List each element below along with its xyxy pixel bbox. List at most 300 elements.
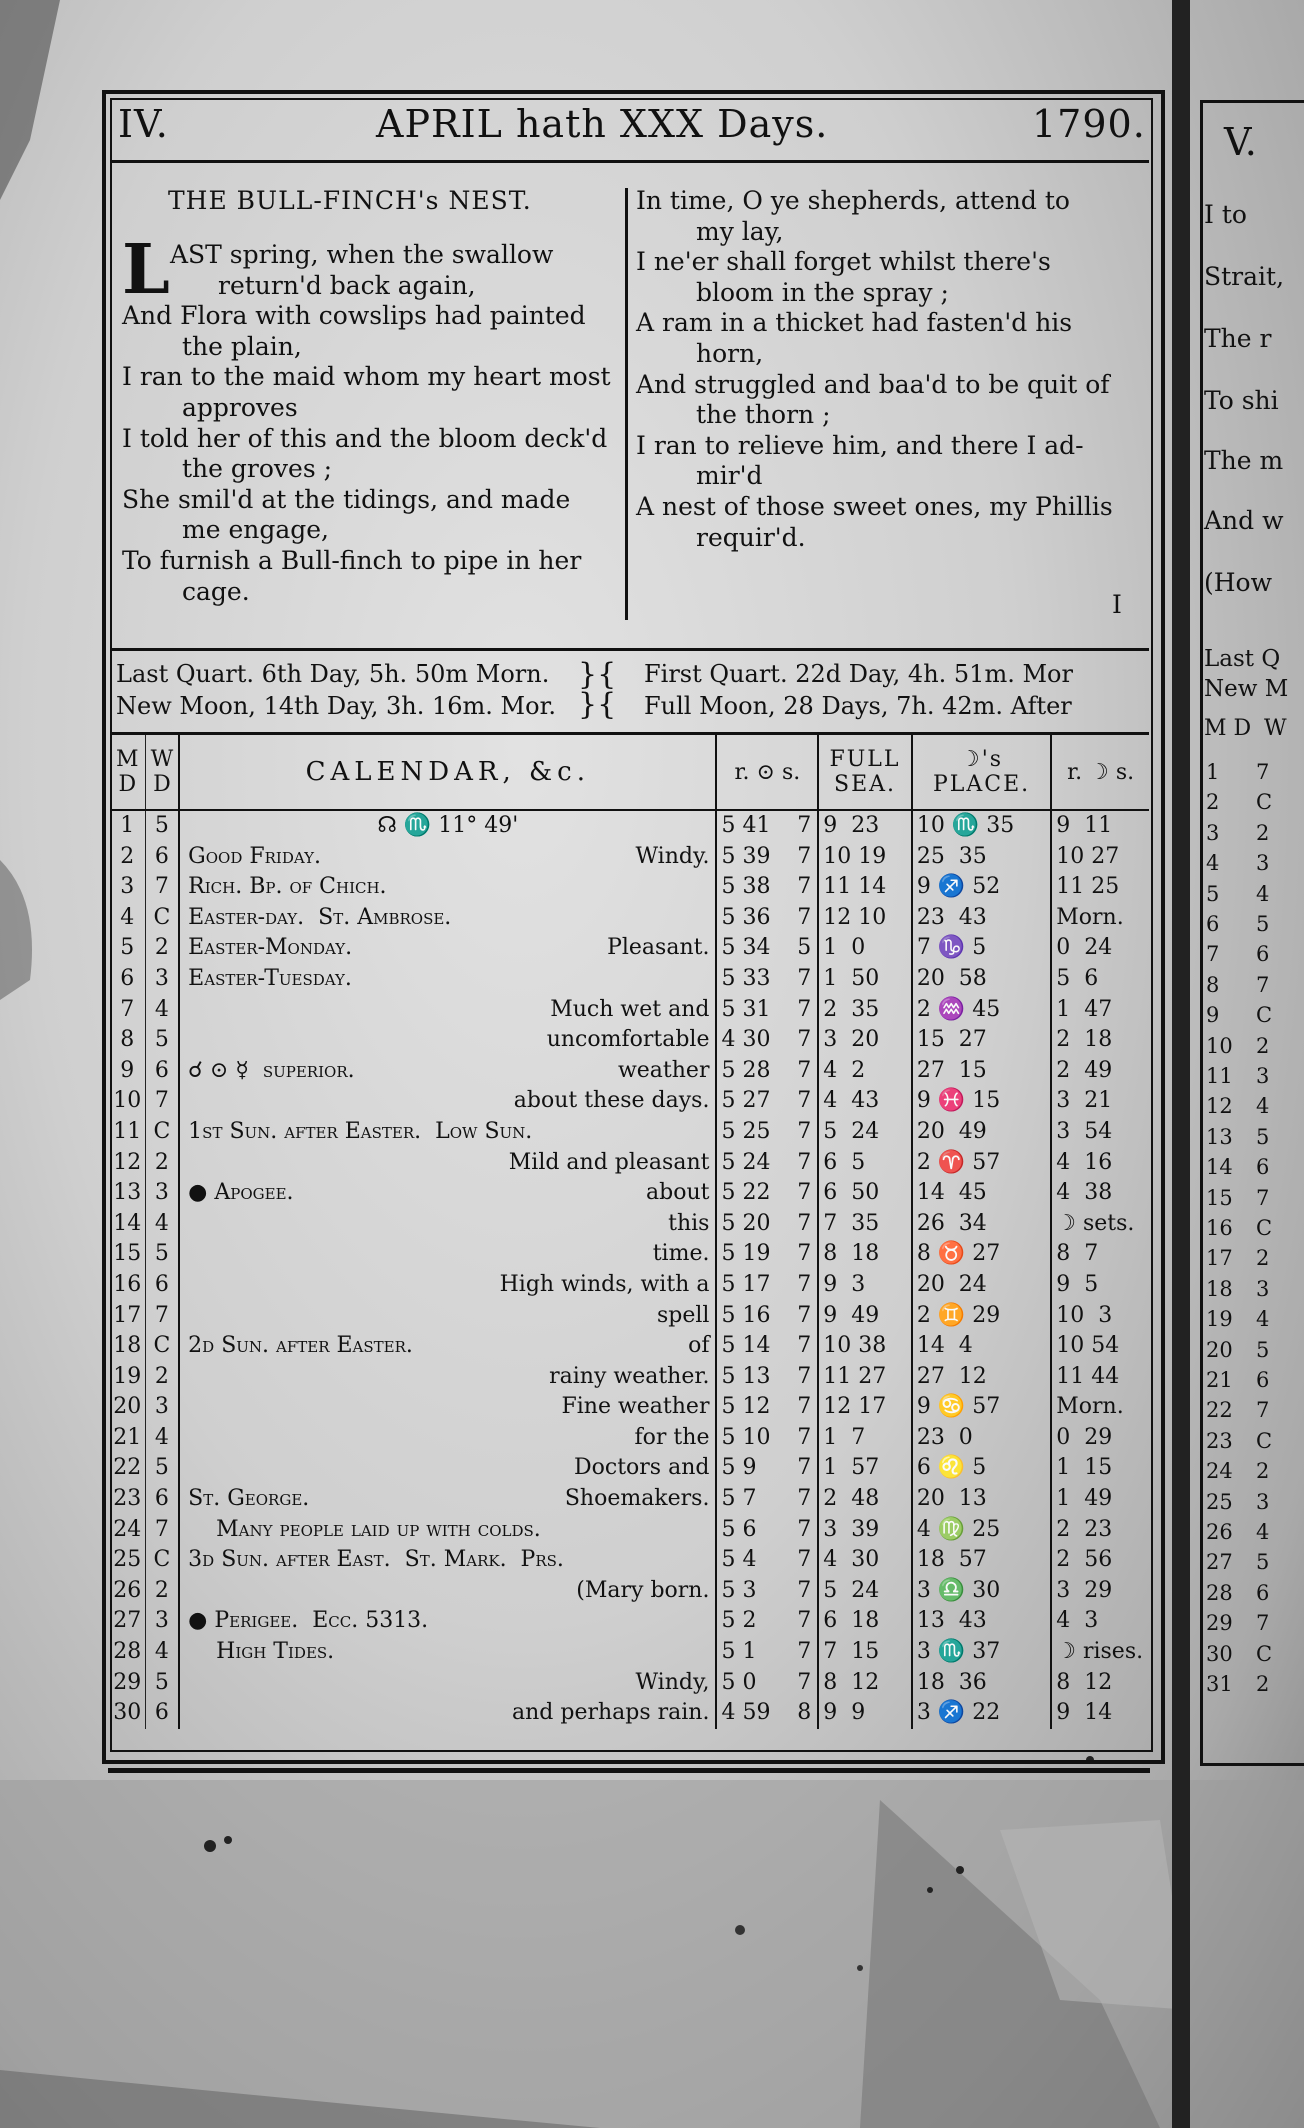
- sun-rise-set: [716, 1545, 818, 1576]
- drop-cap: L: [122, 230, 170, 310]
- calendar-entry: [179, 1484, 716, 1515]
- moon-place: 2 ♊ 29: [912, 1301, 1051, 1332]
- sun-rise-set: [716, 1637, 818, 1668]
- moon-phase-first-quarter: First Quart. 22d Day, 4h. 51m. Mor: [644, 660, 1073, 688]
- calendar-entry: [179, 1331, 716, 1362]
- next-moon-line: New M: [1204, 676, 1289, 702]
- moon-rise-set: 0 24: [1051, 933, 1149, 964]
- poem-line: bloom in the spray ;: [696, 277, 949, 307]
- sun-set: 7: [797, 1577, 812, 1603]
- calendar-row: [110, 810, 1149, 842]
- weather-note: Windy.: [635, 843, 710, 869]
- sun-set: 7: [797, 843, 812, 869]
- calendar-event: Easter-Monday.: [188, 935, 353, 961]
- sun-rise-set: [716, 1698, 818, 1729]
- moon-rise-set: 4 16: [1051, 1148, 1149, 1179]
- sun-rise-set: [716, 1270, 818, 1301]
- calendar-entry: [179, 1178, 716, 1209]
- calendar-event: Easter-Tuesday.: [188, 965, 352, 991]
- weather-note: Much wet and: [550, 996, 710, 1022]
- calendar-entry: [179, 995, 716, 1026]
- month-day: 5: [110, 933, 145, 964]
- sun-rise-set: [716, 1453, 818, 1484]
- calendar-event: Many people laid up with colds.: [188, 1516, 541, 1542]
- next-week-day: 3: [1256, 1276, 1270, 1301]
- next-week-day: 5: [1256, 1337, 1270, 1362]
- book-gutter: [1172, 0, 1190, 2128]
- full-sea: 7 35: [818, 1209, 912, 1240]
- weather-note: of: [688, 1333, 710, 1359]
- next-month-day: 23: [1206, 1428, 1233, 1453]
- calendar-row: [110, 872, 1149, 903]
- calendar-row: [110, 1239, 1149, 1270]
- sun-set: 7: [797, 1547, 812, 1573]
- calendar-entry: [179, 933, 716, 964]
- sun-rise: 5 20: [721, 1210, 771, 1236]
- moon-phase-full-moon: Full Moon, 28 Days, 7h. 42m. After: [644, 692, 1072, 720]
- calendar-note: ☊ ♏ 11° 49': [377, 813, 519, 838]
- sun-set: 5: [797, 935, 812, 961]
- sun-rise-set: [716, 1668, 818, 1699]
- calendar-entry: [179, 1025, 716, 1056]
- full-sea: 9 49: [818, 1301, 912, 1332]
- sun-rise-set: [716, 1392, 818, 1423]
- month-day: 19: [110, 1362, 145, 1393]
- week-day: 5: [145, 1453, 179, 1484]
- moon-place: 13 43: [912, 1606, 1051, 1637]
- sun-rise-set: [716, 903, 818, 934]
- next-week-day: 7: [1256, 1398, 1270, 1423]
- calendar-entry: [179, 1209, 716, 1240]
- calendar-row: [110, 903, 1149, 934]
- moon-place: 18 36: [912, 1668, 1051, 1699]
- sun-rise-set: [716, 842, 818, 873]
- full-sea: 11 14: [818, 872, 912, 903]
- weather-note: Fine weather: [561, 1394, 710, 1420]
- brace-glyph: }{ }{: [578, 657, 617, 722]
- calendar-row: [110, 1423, 1149, 1454]
- next-week-day: 5: [1256, 912, 1270, 936]
- month-day: 15: [110, 1239, 145, 1270]
- moon-place: 3 ♏ 37: [912, 1637, 1051, 1668]
- month-day: 6: [110, 964, 145, 995]
- sun-rise-set: [716, 1423, 818, 1454]
- month-day: 4: [110, 903, 145, 934]
- next-poem-line: The r: [1204, 324, 1272, 353]
- moon-rise-set: 11 44: [1051, 1362, 1149, 1393]
- moon-rise-set: 1 15: [1051, 1453, 1149, 1484]
- moon-rise-set: 9 11: [1051, 810, 1149, 842]
- next-month-day: 28: [1206, 1580, 1233, 1605]
- calendar-event: Easter-day. St. Ambrose.: [188, 904, 452, 930]
- moon-rise-set: 3 21: [1051, 1086, 1149, 1117]
- moon-rise-set: 9 5: [1051, 1270, 1149, 1301]
- calendar-entry: [179, 1117, 716, 1148]
- moon-place: 15 27: [912, 1025, 1051, 1056]
- calendar-entry: [179, 1545, 716, 1576]
- month-day: 8: [110, 1025, 145, 1056]
- calendar-event: St. George.: [188, 1486, 310, 1512]
- next-poem-line: And w: [1204, 506, 1284, 535]
- calendar-entry: [179, 1606, 716, 1637]
- calendar-entry: [179, 1362, 716, 1393]
- poem-line: the groves ;: [182, 454, 333, 484]
- sun-set: 7: [797, 1455, 812, 1481]
- full-sea: 4 30: [818, 1545, 912, 1576]
- calendar-event: Good Friday.: [188, 843, 321, 869]
- full-sea: 5 24: [818, 1576, 912, 1607]
- moon-rise-set: 2 18: [1051, 1025, 1149, 1056]
- week-day: 4: [145, 1423, 179, 1454]
- next-week-day: 4: [1256, 881, 1270, 906]
- next-month-day: 26: [1206, 1520, 1233, 1544]
- sun-rise: 5 31: [721, 996, 771, 1022]
- moon-rise-set: ☽ sets.: [1051, 1209, 1149, 1240]
- week-day: 6: [145, 1056, 179, 1087]
- calendar-row: [110, 1209, 1149, 1240]
- week-day: 3: [145, 964, 179, 995]
- week-day: 7: [145, 1515, 179, 1546]
- week-day: C: [145, 1117, 179, 1148]
- full-sea: 10 38: [818, 1331, 912, 1362]
- moon-rise-set: ☽ rises.: [1051, 1637, 1149, 1668]
- sun-set: 7: [797, 1088, 812, 1114]
- header-rule: [110, 160, 1149, 163]
- calendar-row: [110, 1362, 1149, 1393]
- moon-place: 7 ♑ 5: [912, 933, 1051, 964]
- sun-rise-set: [716, 1178, 818, 1209]
- month-day: 21: [110, 1423, 145, 1454]
- calendar-entry: [179, 1056, 716, 1087]
- sun-rise: 5 22: [721, 1180, 771, 1206]
- full-sea: 4 43: [818, 1086, 912, 1117]
- calendar-event: Rich. Bp. of Chich.: [188, 874, 387, 900]
- weather-note: this: [668, 1210, 710, 1236]
- sun-set: 7: [797, 874, 812, 900]
- calendar-row: [110, 1086, 1149, 1117]
- moon-rise-set: 10 3: [1051, 1301, 1149, 1332]
- next-month-day: 31: [1206, 1672, 1233, 1696]
- moon-rise-set: 10 27: [1051, 842, 1149, 873]
- poem-line: She smil'd at the tidings, and made: [122, 484, 571, 514]
- weather-note: rainy weather.: [549, 1363, 710, 1389]
- sun-rise-set: [716, 1515, 818, 1546]
- sun-set: 7: [797, 1210, 812, 1236]
- full-sea: 11 27: [818, 1362, 912, 1393]
- moon-place: 14 4: [912, 1331, 1051, 1362]
- sun-rise-set: [716, 1025, 818, 1056]
- next-month-day: 9: [1206, 1003, 1220, 1028]
- sun-rise-set: [716, 1086, 818, 1117]
- next-month-day: 29: [1206, 1611, 1233, 1636]
- next-month-day: 8: [1206, 972, 1220, 997]
- calendar-row: [110, 1178, 1149, 1209]
- sun-rise: 5 14: [721, 1333, 771, 1359]
- calendar-entry: [179, 1086, 716, 1117]
- next-week-day: 5: [1256, 1550, 1270, 1575]
- month-day: 24: [110, 1515, 145, 1546]
- next-moon-line: Last Q: [1204, 646, 1281, 672]
- moon-rise-set: 4 3: [1051, 1606, 1149, 1637]
- sun-rise-set: [716, 1484, 818, 1515]
- month-day: 25: [110, 1545, 145, 1576]
- calendar-row: [110, 1270, 1149, 1301]
- next-week-day: 7: [1256, 972, 1270, 997]
- calendar-row: [110, 1484, 1149, 1515]
- next-month-day: 2: [1206, 790, 1220, 815]
- calendar-row: [110, 1025, 1149, 1056]
- weather-note: Doctors and: [574, 1455, 710, 1481]
- moon-place: 3 ♐ 22: [912, 1698, 1051, 1729]
- weather-note: spell: [657, 1302, 710, 1328]
- next-week-day: C: [1256, 790, 1273, 815]
- full-sea: 8 12: [818, 1668, 912, 1699]
- sun-rise-set: [716, 810, 818, 842]
- header-moon-place: ☽'s PLACE.: [912, 735, 1051, 810]
- sun-rise-set: [716, 1576, 818, 1607]
- poem-line: requir'd.: [696, 522, 806, 552]
- month-day: 18: [110, 1331, 145, 1362]
- calendar-row: [110, 1606, 1149, 1637]
- weather-note: Shoemakers.: [564, 1486, 710, 1512]
- calendar-entry: [179, 1576, 716, 1607]
- sun-set: 7: [797, 996, 812, 1022]
- month-day: 22: [110, 1453, 145, 1484]
- page-mark: I: [1112, 590, 1122, 619]
- calendar-row: [110, 1056, 1149, 1087]
- header-week-day: W D: [145, 735, 179, 810]
- full-sea: 3 39: [818, 1515, 912, 1546]
- next-week-day: 7: [1256, 1611, 1270, 1636]
- moon-place: 20 58: [912, 964, 1051, 995]
- moon-place: 2 ♈ 57: [912, 1148, 1051, 1179]
- next-week-day: 6: [1256, 1368, 1270, 1392]
- calendar-entry: [179, 1423, 716, 1454]
- calendar-row: [110, 1148, 1149, 1179]
- next-month-day: 4: [1206, 851, 1220, 876]
- calendar-row: [110, 1545, 1149, 1576]
- next-week-day: 2: [1256, 1459, 1270, 1484]
- sun-set: 7: [797, 1149, 812, 1175]
- calendar-row: [110, 1331, 1149, 1362]
- moon-rise-set: 8 7: [1051, 1239, 1149, 1270]
- sun-rise: 5 24: [721, 1149, 771, 1175]
- poem-line: cage.: [182, 576, 250, 606]
- page-bottom-rule: [108, 1768, 1150, 1773]
- next-week-day: 7: [1256, 760, 1270, 784]
- year-label: 1790.: [1032, 102, 1146, 146]
- poem-line: return'd back again,: [218, 270, 476, 300]
- calendar-entry: [179, 1637, 716, 1668]
- next-week-day: 6: [1256, 942, 1270, 967]
- calendar-event: ● Apogee.: [188, 1180, 294, 1206]
- next-month-day: 3: [1206, 820, 1220, 845]
- sun-rise: 5 9: [721, 1455, 757, 1481]
- calendar-row: [110, 995, 1149, 1026]
- next-month-day: 24: [1206, 1459, 1233, 1484]
- sun-set: 7: [797, 1639, 812, 1665]
- calendar-entry: [179, 1515, 716, 1546]
- next-week-day: 4: [1256, 1307, 1270, 1332]
- calendar-entry: [179, 872, 716, 903]
- sun-set: 7: [797, 904, 812, 930]
- month-numeral: IV.: [118, 102, 169, 146]
- week-day: 2: [145, 933, 179, 964]
- full-sea: 12 10: [818, 903, 912, 934]
- next-page-fragment: [1190, 0, 1304, 2128]
- moon-place: 14 45: [912, 1178, 1051, 1209]
- week-day: 2: [145, 1362, 179, 1393]
- sun-set: 7: [797, 1669, 812, 1695]
- calendar-event: 1st Sun. after Easter. Low Sun.: [188, 1118, 533, 1144]
- next-header-md: M D: [1204, 716, 1252, 741]
- moon-rise-set: Morn.: [1051, 1392, 1149, 1423]
- poem-line: my lay,: [696, 216, 784, 246]
- sun-rise: 5 4: [721, 1547, 757, 1573]
- next-month-day: 30: [1206, 1641, 1233, 1666]
- calendar-row: [110, 1668, 1149, 1699]
- next-poem-line: I to: [1204, 200, 1247, 229]
- moon-place: 27 15: [912, 1056, 1051, 1087]
- calendar-event: High Tides.: [188, 1639, 335, 1665]
- next-month-day: 14: [1206, 1155, 1233, 1180]
- calendar-table: [110, 735, 1149, 1729]
- next-month-day: 12: [1206, 1094, 1233, 1119]
- sun-rise: 5 27: [721, 1088, 771, 1114]
- next-month-day: 22: [1206, 1398, 1233, 1423]
- sun-rise-set: [716, 1209, 818, 1240]
- sun-rise-set: [716, 1056, 818, 1087]
- calendar-row: [110, 1515, 1149, 1546]
- weather-note: (Mary born.: [576, 1577, 710, 1603]
- next-month-day: 1: [1206, 760, 1220, 784]
- poem-line: To furnish a Bull-finch to pipe in her: [122, 545, 582, 575]
- poem-left-column: [122, 240, 616, 607]
- full-sea: 4 2: [818, 1056, 912, 1087]
- next-week-day: 7: [1256, 1185, 1270, 1210]
- moon-place: 20 49: [912, 1117, 1051, 1148]
- month-day: 29: [110, 1668, 145, 1699]
- poem-line: horn,: [696, 338, 764, 368]
- next-week-day: C: [1256, 1216, 1273, 1240]
- moon-rise-set: 0 29: [1051, 1423, 1149, 1454]
- sun-rise: 5 33: [721, 965, 771, 991]
- week-day: 6: [145, 1270, 179, 1301]
- moon-rise-set: 8 12: [1051, 1668, 1149, 1699]
- next-week-day: 6: [1256, 1580, 1270, 1605]
- next-week-day: C: [1256, 1003, 1273, 1028]
- next-month-day: 11: [1206, 1064, 1233, 1088]
- poem-line: I ran to relieve him, and there I ad-: [636, 430, 1084, 460]
- poem-right-column: [636, 186, 1136, 553]
- month-day: 14: [110, 1209, 145, 1240]
- sun-set: 7: [797, 1118, 812, 1144]
- moon-phase-last-quarter: Last Quart. 6th Day, 5h. 50m Morn.: [116, 660, 550, 688]
- poem-line: A nest of those sweet ones, my Phillis: [636, 491, 1113, 521]
- full-sea: 9 23: [818, 810, 912, 842]
- next-week-day: 6: [1256, 1155, 1270, 1180]
- next-month-day: 13: [1206, 1124, 1233, 1149]
- sun-rise: 5 10: [721, 1424, 771, 1450]
- moon-place: 20 13: [912, 1484, 1051, 1515]
- next-week-day: 5: [1256, 1124, 1270, 1149]
- moon-place: 2 ♒ 45: [912, 995, 1051, 1026]
- week-day: 2: [145, 1148, 179, 1179]
- calendar-entry: [179, 1270, 716, 1301]
- moon-rise-set: 1 47: [1051, 995, 1149, 1026]
- month-day: 17: [110, 1301, 145, 1332]
- sun-rise: 5 25: [721, 1118, 771, 1144]
- calendar-entry: [179, 1301, 716, 1332]
- moon-place: 26 34: [912, 1209, 1051, 1240]
- sun-rise-set: [716, 995, 818, 1026]
- week-day: 7: [145, 872, 179, 903]
- weather-note: weather: [617, 1057, 710, 1083]
- full-sea: 6 18: [818, 1606, 912, 1637]
- sun-rise: 5 36: [721, 904, 771, 930]
- moon-rise-set: 1 49: [1051, 1484, 1149, 1515]
- next-header-wd: W: [1264, 716, 1287, 741]
- sun-rise: 5 12: [721, 1394, 771, 1420]
- header-month-day: M D: [110, 735, 145, 810]
- next-poem-line: Strait,: [1204, 262, 1285, 291]
- poem-line: And Flora with cowslips had painted: [122, 301, 586, 331]
- week-day: 3: [145, 1606, 179, 1637]
- sun-set: 7: [797, 813, 812, 838]
- moon-place: 4 ♍ 25: [912, 1515, 1051, 1546]
- moon-rise-set: 11 25: [1051, 872, 1149, 903]
- month-day: 7: [110, 995, 145, 1026]
- next-week-day: 2: [1256, 1246, 1270, 1271]
- week-day: C: [145, 1545, 179, 1576]
- calendar-entry: [179, 1698, 716, 1729]
- next-week-day: C: [1256, 1641, 1273, 1666]
- moon-rise-set: 2 23: [1051, 1515, 1149, 1546]
- calendar-event: ☌ ⊙ ☿ superior.: [188, 1057, 355, 1083]
- sun-set: 8: [797, 1700, 812, 1726]
- calendar-row: [110, 933, 1149, 964]
- month-day: 20: [110, 1392, 145, 1423]
- poem-line: mir'd: [696, 461, 763, 491]
- poem-line: And struggled and baa'd to be quit of: [636, 369, 1110, 399]
- sun-rise-set: [716, 1117, 818, 1148]
- full-sea: 1 57: [818, 1453, 912, 1484]
- calendar-event: ● Perigee. Ecc. 5313.: [188, 1608, 429, 1634]
- week-day: 7: [145, 1301, 179, 1332]
- poem-divider: [625, 188, 628, 620]
- calendar-row: [110, 842, 1149, 873]
- week-day: 3: [145, 1178, 179, 1209]
- poem-line: In time, O ye shepherds, attend to: [636, 186, 1070, 215]
- next-month-day: 20: [1206, 1337, 1233, 1362]
- poem-line: the plain,: [182, 331, 302, 361]
- week-day: C: [145, 1331, 179, 1362]
- sun-set: 7: [797, 1486, 812, 1512]
- week-day: C: [145, 903, 179, 934]
- week-day: 4: [145, 1637, 179, 1668]
- poem-line: A ram in a thicket had fasten'd his: [636, 308, 1073, 338]
- sun-rise: 5 6: [721, 1516, 757, 1542]
- moon-place: 9 ♓ 15: [912, 1086, 1051, 1117]
- moon-rise-set: 2 49: [1051, 1056, 1149, 1087]
- month-day: 10: [110, 1086, 145, 1117]
- month-day: 16: [110, 1270, 145, 1301]
- sun-rise: 4 30: [721, 1027, 771, 1053]
- next-month-day: 5: [1206, 881, 1220, 906]
- next-week-day: 2: [1256, 820, 1270, 845]
- moon-place: 9 ♐ 52: [912, 872, 1051, 903]
- poem-line: I ran to the maid whom my heart most: [122, 362, 611, 392]
